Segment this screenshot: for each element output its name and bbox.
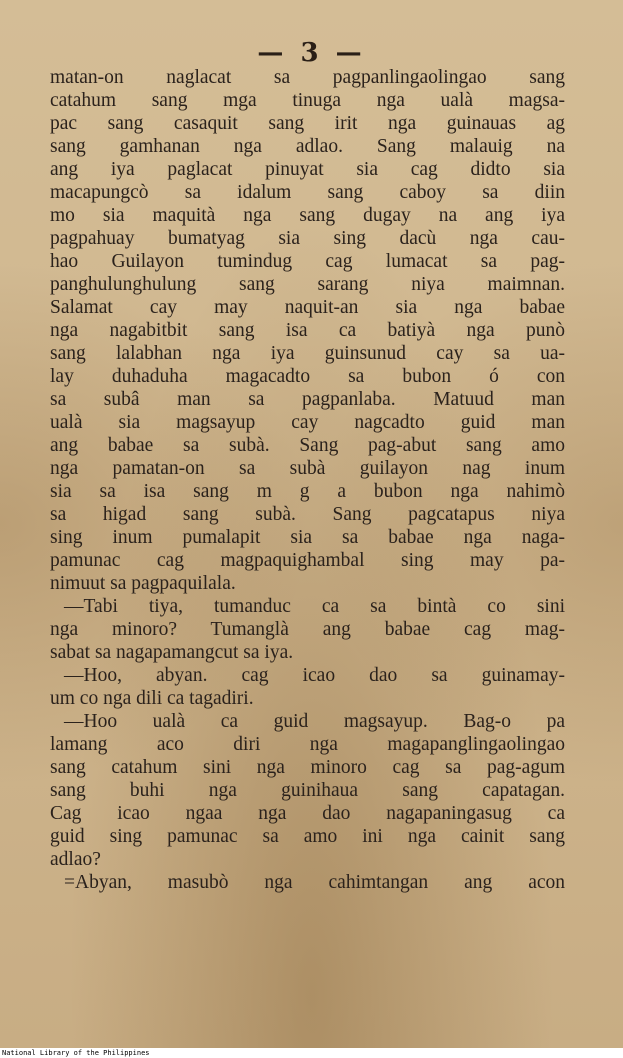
text-line: sang lalabhan nga iya guinsunud cay sa ua-: [50, 343, 565, 364]
text-line: hao Guilayon tumindug cag lumacat sa pag-: [50, 251, 565, 272]
text-line: macapungcò sa idalum sang caboy sa diin: [50, 182, 565, 203]
text-line: sa higad sang subà. Sang pagcatapus niya: [50, 504, 565, 525]
text-line: pamunac cag magpaquighambal sing may pa-: [50, 550, 565, 571]
text-line: adlao?: [50, 849, 101, 870]
text-line: pagpahuay bumatyag sia sing dacù nga cau-: [50, 228, 565, 249]
text-line: Cag icao ngaa nga dao nagapaningasug ca: [50, 803, 565, 824]
text-line: nga pamatan-on sa subà guilayon nag inum: [50, 458, 565, 479]
text-line: sabat sa nagapamangcut sa iya.: [50, 642, 294, 663]
text-line: nga minoro? Tumanglà ang babae cag mag-: [50, 619, 565, 640]
text-line: sang catahum sini nga minoro cag sa pag-agum: [50, 757, 565, 778]
text-line: um co nga dili ca tagadiri.: [50, 688, 254, 709]
text-line: matan-on naglacat sa pagpanlingaolingao sang: [50, 67, 565, 88]
text-line: Salamat cay may naquit-an sia nga babae: [50, 297, 565, 318]
text-line: —Tabi tiya, tumanduc ca sa bintà co sini: [64, 596, 565, 617]
text-line: lamang aco diri nga magapanglingaolingao: [50, 734, 565, 755]
text-line: nga nagabitbit sang isa ca batiyà nga punò: [50, 320, 565, 341]
text-line: pac sang casaquit sang irit nga guinauas ag: [50, 113, 565, 134]
page-number: — 3 —: [257, 38, 366, 68]
text-line: lay duhaduha magacadto sa bubon ó con: [50, 366, 565, 387]
text-line: —Hoo, abyan. cag icao dao sa guinamay-: [64, 665, 565, 686]
library-credit: National Library of the Philippines: [2, 1049, 150, 1057]
text-line: sang gamhanan nga adlao. Sang malauig na: [50, 136, 565, 157]
text-line: ang iya paglacat pinuyat sia cag didto sia: [50, 159, 565, 180]
text-line: catahum sang mga tinuga nga ualà magsa-: [50, 90, 565, 111]
body-text: [50, 66, 565, 894]
text-line: ualà sia magsayup cay nagcadto guid man: [50, 412, 565, 433]
text-line: panghulunghulung sang sarang niya maimnan.: [50, 274, 565, 295]
text-line: sing inum pumalapit sia sa babae nga naga-: [50, 527, 565, 548]
text-line: ang babae sa subà. Sang pag-abut sang amo: [50, 435, 565, 456]
text-line: mo sia maquità nga sang dugay na ang iya: [50, 205, 565, 226]
text-line: =Abyan, masubò nga cahimtangan ang acon: [64, 872, 565, 893]
text-line: —Hoo ualà ca guid magsayup. Bag-o pa: [64, 711, 565, 732]
text-line: sia sa isa sang m g a bubon nga nahimò: [50, 481, 565, 502]
text-line: sa subâ man sa pagpanlaba. Matuud man: [50, 389, 565, 410]
text-line: nimuut sa pagpaquilala.: [50, 573, 236, 594]
text-line: sang buhi nga guinihaua sang capatagan.: [50, 780, 565, 801]
text-line: guid sing pamunac sa amo ini nga cainit sang: [50, 826, 565, 847]
